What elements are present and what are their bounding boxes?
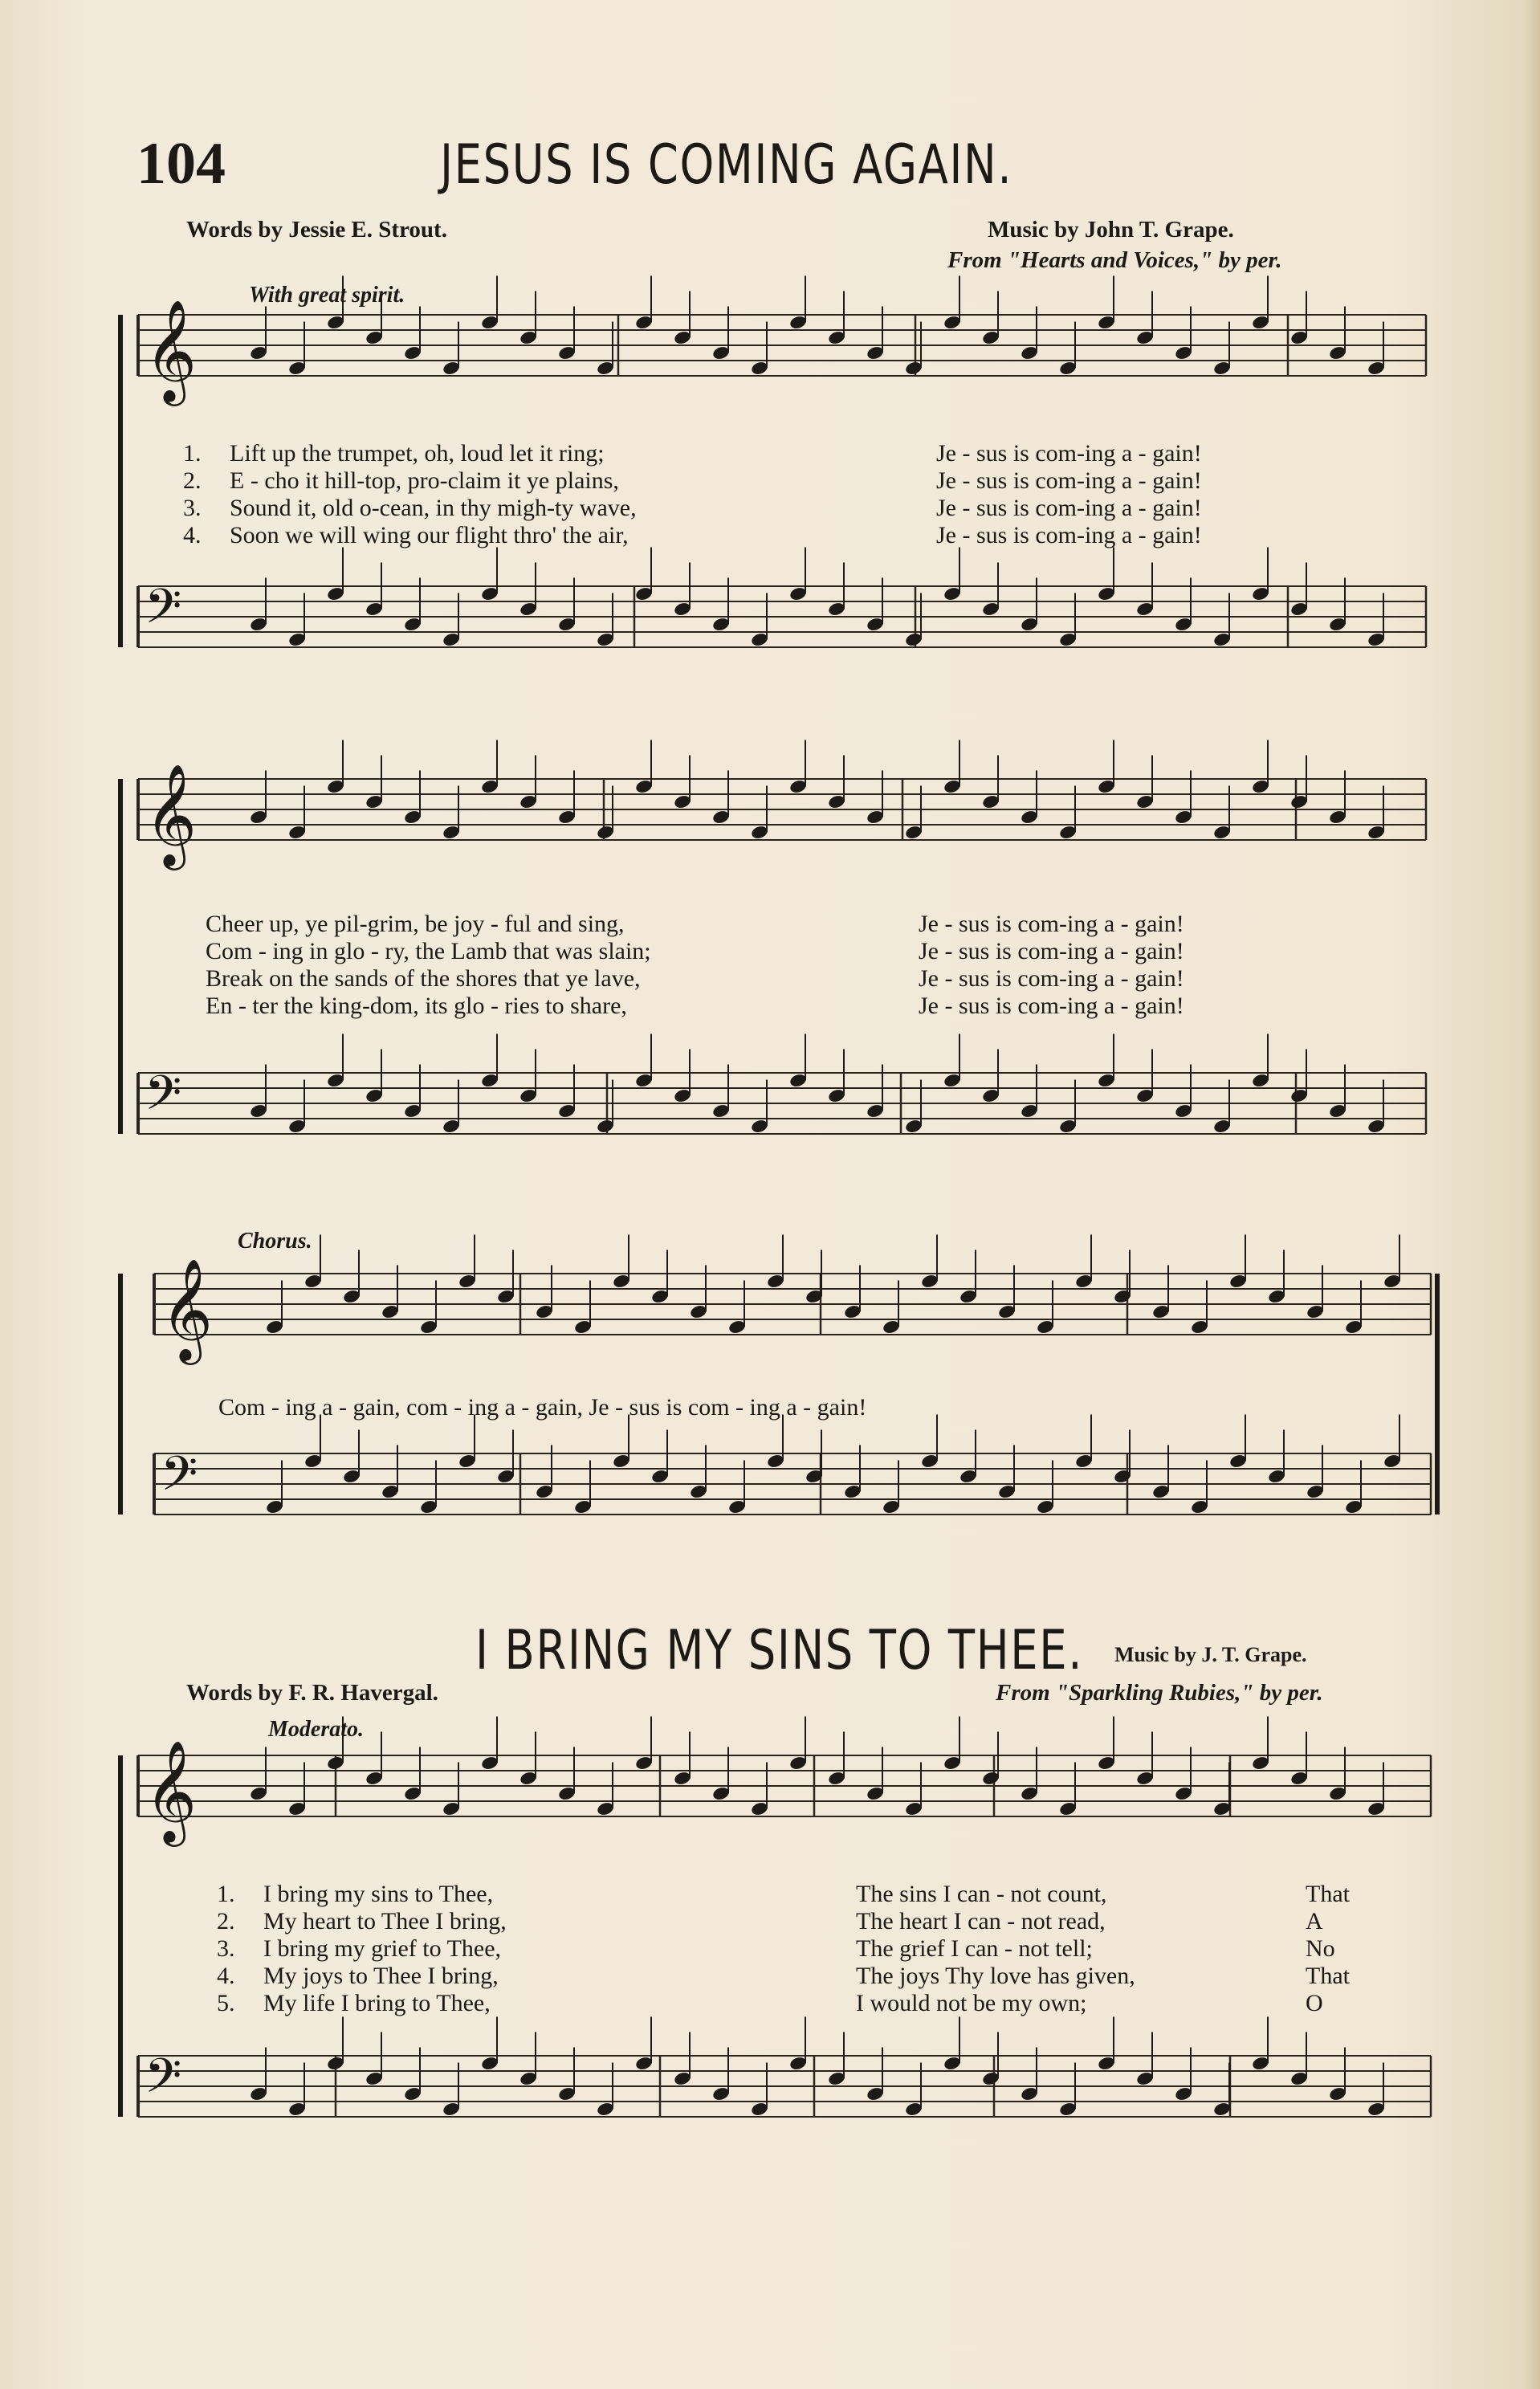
treble-clef-icon: 𝄞 xyxy=(145,299,198,402)
verse-end-word: No xyxy=(1306,1935,1335,1962)
verse-line: Sound it, old o-cean, in thy migh-ty wave, xyxy=(230,495,637,521)
verse-line: Lift up the trumpet, oh, loud let it ring; xyxy=(230,440,605,467)
verse-row xyxy=(183,522,1379,549)
treble-clef-icon: 𝄞 xyxy=(145,763,198,866)
verse-refrain: Je - sus is com-ing a - gain! xyxy=(919,911,1184,937)
verse-number: 5. xyxy=(217,1990,235,2016)
page-number: 104 xyxy=(136,131,226,197)
verse-row xyxy=(206,965,1378,993)
verse-number: 1. xyxy=(183,440,202,467)
bass-clef-icon: 𝄢 xyxy=(145,1065,182,1132)
verse-continuation: The sins I can - not count, xyxy=(856,1881,1107,1907)
verse-refrain: Je - sus is com-ing a - gain! xyxy=(936,495,1202,521)
verse-refrain: Je - sus is com-ing a - gain! xyxy=(936,467,1202,494)
chorus-label: Chorus. xyxy=(238,1229,312,1254)
treble-clef-icon: 𝄞 xyxy=(145,1739,198,1842)
verse-refrain: Je - sus is com-ing a - gain! xyxy=(919,993,1184,1019)
verse-continuation: The grief I can - not tell; xyxy=(856,1935,1093,1962)
verse-end-word: A xyxy=(1306,1908,1323,1934)
verse-number: 2. xyxy=(183,467,202,494)
verse-number: 3. xyxy=(183,495,202,521)
verse-number: 3. xyxy=(217,1935,235,1962)
hymn2-music-credit: Music by J. T. Grape. xyxy=(1114,1643,1307,1666)
chorus-lyric: Com - ing a - gain, com - ing a - gain, Je - sus is com - ing a - gain! xyxy=(218,1394,867,1421)
verse-line: My heart to Thee I bring, xyxy=(263,1908,507,1934)
bass-clef-icon: 𝄢 xyxy=(145,2048,182,2115)
hymn1-source: From "Hearts and Voices," by per. xyxy=(947,247,1282,273)
verse-continuation: The joys Thy love has given, xyxy=(856,1963,1135,1989)
bass-clef-icon: 𝄢 xyxy=(161,1445,198,1513)
bass-clef-icon: 𝄢 xyxy=(145,578,182,646)
verse-row xyxy=(183,440,1379,467)
hymn2-tempo: Moderato. xyxy=(268,1717,364,1742)
verse-row xyxy=(206,993,1378,1020)
hymn2-title: I BRING MY SINS TO THEE. xyxy=(475,1619,1084,1682)
verse-line: I bring my grief to Thee, xyxy=(263,1935,502,1962)
verse-row xyxy=(206,911,1378,938)
verse-line: I bring my sins to Thee, xyxy=(263,1881,494,1907)
verse-continuation: I would not be my own; xyxy=(856,1990,1087,2016)
verse-row xyxy=(217,1908,1373,1935)
verse-line: En - ter the king-dom, its glo - ries to share, xyxy=(206,993,627,1019)
verse-refrain: Je - sus is com-ing a - gain! xyxy=(936,440,1202,467)
hymn2-source: From "Sparkling Rubies," by per. xyxy=(996,1680,1323,1706)
treble-clef-icon: 𝄞 xyxy=(161,1258,214,1360)
verse-line: My life I bring to Thee, xyxy=(263,1990,491,2016)
verse-end-word: O xyxy=(1306,1990,1323,2016)
hymn1-music-credit: Music by John T. Grape. xyxy=(988,217,1234,243)
verse-line: Soon we will wing our flight thro' the air, xyxy=(230,522,629,548)
hymn2-verses xyxy=(217,1881,1373,2017)
verse-line: My joys to Thee I bring, xyxy=(263,1963,499,1989)
verse-line: Cheer up, ye pil-grim, be joy - ful and sing, xyxy=(206,911,625,937)
verse-row xyxy=(217,1990,1373,2017)
verse-row xyxy=(217,1935,1373,1963)
verse-row xyxy=(206,938,1378,965)
verse-line: Break on the sands of the shores that ye lave, xyxy=(206,965,641,992)
verse-refrain: Je - sus is com-ing a - gain! xyxy=(936,522,1202,548)
hymn1-words-credit: Words by Jessie E. Strout. xyxy=(186,217,447,243)
verse-line: Com - ing in glo - ry, the Lamb that was slain; xyxy=(206,938,651,964)
verse-end-word: That xyxy=(1306,1881,1350,1907)
verse-number: 2. xyxy=(217,1908,235,1934)
hymn1-title: JESUS IS COMING AGAIN. xyxy=(440,133,1013,197)
verse-row xyxy=(183,495,1379,522)
verse-number: 1. xyxy=(217,1881,235,1907)
hymn1-tempo: With great spirit. xyxy=(249,283,405,308)
verse-number: 4. xyxy=(217,1963,235,1989)
verse-refrain: Je - sus is com-ing a - gain! xyxy=(919,938,1184,964)
hymn1-verses-block-1 xyxy=(183,440,1379,549)
verse-continuation: The heart I can - not read, xyxy=(856,1908,1106,1934)
verse-line: E - cho it hill-top, pro-claim it ye plains, xyxy=(230,467,619,494)
verse-row xyxy=(217,1881,1373,1908)
verse-end-word: That xyxy=(1306,1963,1350,1989)
verse-row xyxy=(183,467,1379,495)
verse-row xyxy=(217,1963,1373,1990)
verse-number: 4. xyxy=(183,522,202,548)
verse-refrain: Je - sus is com-ing a - gain! xyxy=(919,965,1184,992)
hymn2-words-credit: Words by F. R. Havergal. xyxy=(186,1680,438,1706)
hymn1-verses-block-2 xyxy=(206,911,1378,1020)
